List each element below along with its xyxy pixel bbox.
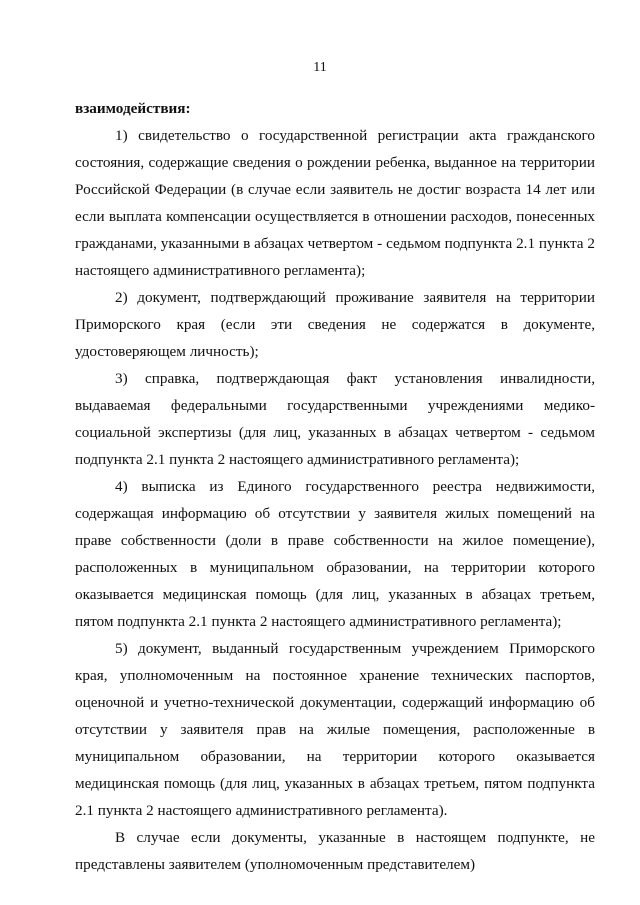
paragraph-continuation: В случае если документы, указанные в настоящем подпункте, не представлены заявителем (уполномоченным представителем) — [75, 829, 595, 873]
page-number: 11 — [313, 60, 327, 75]
paragraph-item-3: 3) справка, подтверждающая факт установления инвалидности, выдаваемая федеральными государственными учреждениями медико-социальной экспертизы (для лиц, указанных в абзацах четвертом - седьмом подпункта 2.1 пункта 2 настоящего административного регламента); — [75, 370, 595, 468]
continued-heading: взаимодействия: — [75, 100, 191, 117]
paragraph-item-1: 1) свидетельство о государственной регистрации акта гражданского состояния, содержащие сведения о рождении ребенка, выданное на территории Российской Федерации (в случае если заявитель не достиг возраста 14 лет или если выплата компенсации осуществляется в отношении расходов, понесенных гражданами, указанными в абзацах четвертом - седьмом подпункта 2.1 пункта 2 настоящего административного регламента); — [75, 127, 595, 279]
paragraph-item-5: 5) документ, выданный государственным учреждением Приморского края, уполномоченным на постоянное хранение технических паспортов, оценочной и учетно-технической документации, содержащий информацию об отсутствии у заявителя прав на жилые помещения, расположенные в муниципальном образовании, на территории которого оказывается медицинская помощь (для лиц, указанных в абзацах третьем, пятом подпункта 2.1 пункта 2 настоящего административного регламента). — [75, 640, 595, 819]
paragraph-item-2: 2) документ, подтверждающий проживание заявителя на территории Приморского края (если эти сведения не содержатся в документе, удостоверяющем личность); — [75, 289, 595, 360]
paragraph-item-4: 4) выписка из Единого государственного реестра недвижимости, содержащая информацию об отсутствии у заявителя жилых помещений на праве собственности (доли в праве собственности на жилое помещение), расположенных в муниципальном образовании, на территории которого оказывается медицинская помощь (для лиц, указанных в абзацах третьем, пятом подпункта 2.1 пункта 2 настоящего административного регламента); — [75, 478, 595, 630]
document-body — [75, 95, 595, 878]
